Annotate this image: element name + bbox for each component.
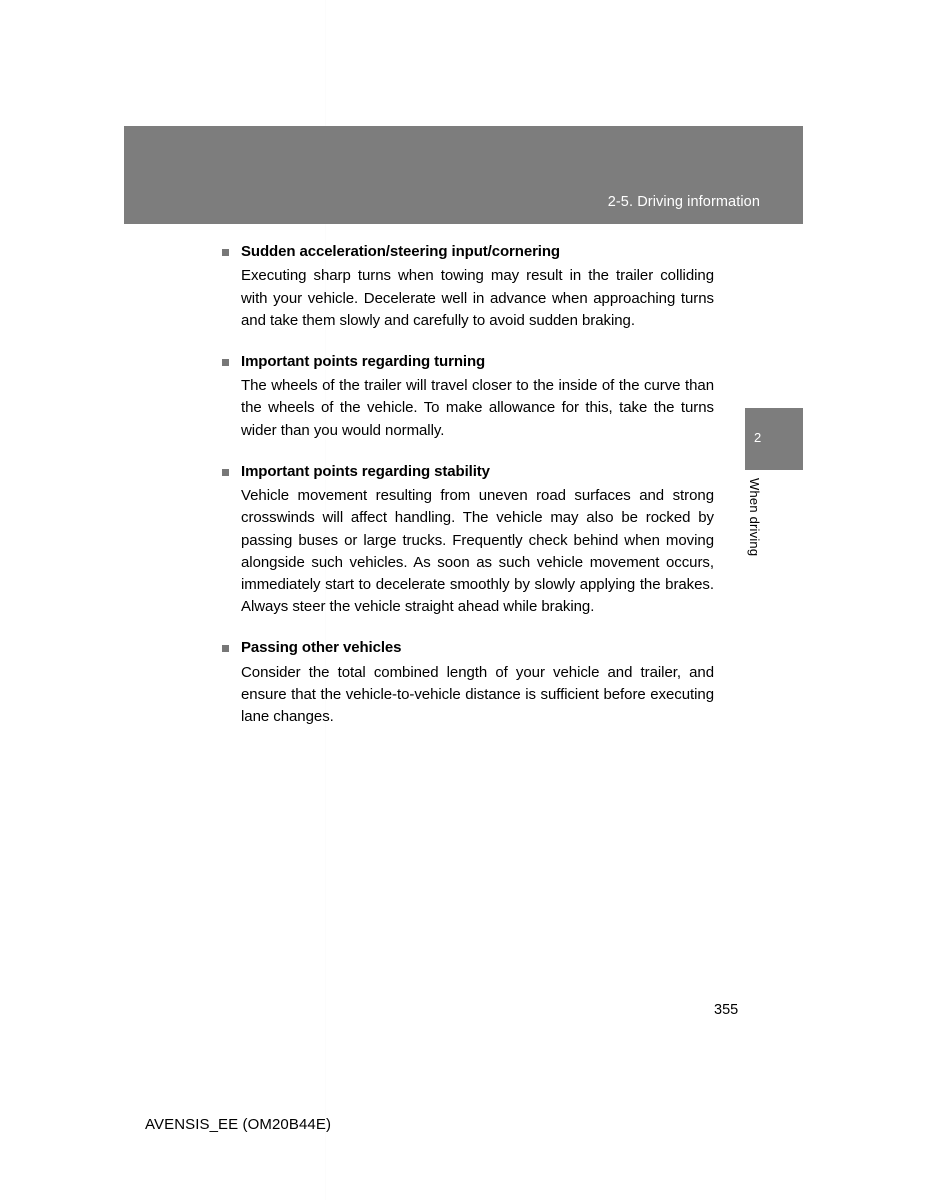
section-stability	[222, 463, 714, 619]
section-heading-text: Passing other vehicles	[241, 639, 402, 657]
chapter-tab	[745, 408, 803, 470]
section-heading	[222, 243, 714, 261]
section-heading	[222, 353, 714, 371]
chapter-tab-label: When driving	[747, 478, 762, 557]
content-column	[222, 243, 714, 728]
section-turning	[222, 353, 714, 442]
chapter-tab-number: 2	[754, 430, 762, 445]
section-passing-other-vehicles	[222, 639, 714, 728]
section-body-text: The wheels of the trailer will travel closer to the inside of the curve than the wheels of the vehicle. To make allowance for this, take the turns wider than you would normally.	[241, 377, 714, 439]
square-bullet-icon	[222, 249, 229, 256]
section-body-text: Consider the total combined length of your vehicle and trailer, and ensure that the vehicle-to-vehicle distance is sufficient before executing lane changes.	[241, 663, 714, 726]
section-sudden-acceleration	[222, 243, 714, 332]
section-heading-text: Sudden acceleration/steering input/cornering	[241, 243, 560, 260]
section-heading	[222, 463, 714, 481]
page-header-banner	[124, 126, 803, 224]
square-bullet-icon	[222, 359, 229, 366]
header-section-title: 2-5. Driving information	[607, 194, 760, 210]
section-body-text: Executing sharp turns when towing may result in the trailer colliding with your vehicle. Decelerate well in advance when approaching turns and take them slowly and carefully to avoid sudden braking.	[241, 267, 714, 329]
square-bullet-icon	[222, 469, 229, 476]
section-body-text: Vehicle movement resulting from uneven road surfaces and strong crosswinds will affect handling. The vehicle may also be rocked by passing buses or large trucks. Frequently check behind when moving alongside such vehicles. As soon as such vehicle movement occurs, immediately start to decelerate smoothly by slowly applying the brakes. Always steer the vehicle straight ahead while braking.	[241, 487, 714, 616]
square-bullet-icon	[222, 645, 229, 652]
document-footer-code: AVENSIS_EE (OM20B44E)	[145, 1116, 332, 1133]
section-heading	[222, 639, 714, 657]
page-number: 355	[714, 1002, 739, 1018]
section-heading-text: Important points regarding stability	[241, 462, 490, 480]
section-heading-text: Important points regarding turning	[241, 352, 486, 370]
